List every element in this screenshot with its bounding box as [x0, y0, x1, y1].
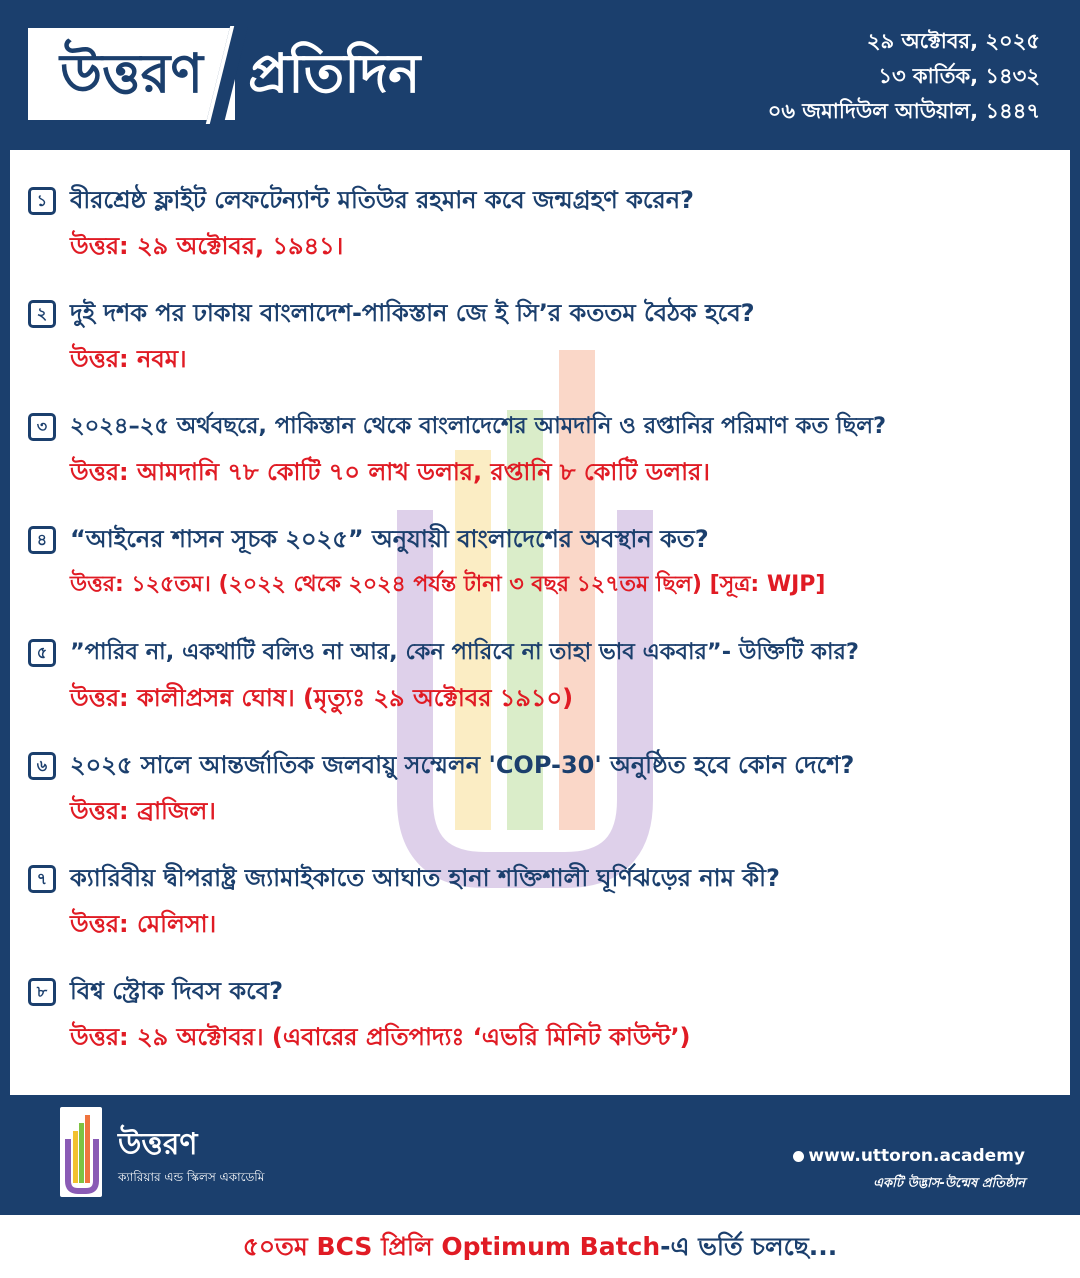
answer-text: উত্তর: ২৯ অক্টোবর, ১৯৪১। — [70, 232, 344, 260]
website-link[interactable]: www.uttoron.academy — [808, 1146, 1025, 1166]
question-text: “আইনের শাসন সূচক ২০২৫” অনুযায়ী বাংলাদেশের অবস্থান কত? — [70, 525, 709, 553]
question-text: দুই দশক পর ঢাকায় বাংলাদেশ-পাকিস্তান জে ই সি’র কততম বৈঠক হবে? — [70, 299, 755, 327]
header — [0, 0, 1080, 150]
question-number: ২ — [28, 300, 56, 328]
qa-panel — [10, 150, 1070, 1095]
answer-text: উত্তর: ব্রাজিল। — [70, 797, 216, 825]
answer-text: উত্তর: কালীপ্রসন্ন ঘোষ। (মৃত্যুঃ ২৯ অক্টোবর ১৯১০) — [70, 684, 574, 712]
date-hijri: ০৬ জমাদিউল আউয়াল, ১৪৪৭ — [767, 99, 1040, 123]
answer-text: উত্তর: ২৯ অক্টোবর। (এবারের প্রতিপাদ্যঃ ‘এভরি মিনিট কাউন্ট’) — [70, 1023, 691, 1051]
question-number: ৪ — [28, 526, 56, 554]
answer-text: উত্তর: নবম। — [70, 345, 187, 373]
promo-admission-text: -এ ভর্তি চলছে... — [660, 1232, 838, 1261]
answer-text: উত্তর: মেলিসা। — [70, 910, 217, 938]
globe-icon — [793, 1151, 804, 1162]
question-number: ৭ — [28, 865, 56, 893]
answer-text: উত্তর: ১২৫তম। (২০২২ থেকে ২০২৪ পর্যন্ত টানা ৩ বছর ১২৭তম ছিল) [সূত্র: WJP] — [70, 572, 826, 597]
website[interactable] — [793, 1143, 1025, 1169]
question-text: বীরশ্রেষ্ঠ ফ্লাইট লেফটেন্যান্ট মতিউর রহমান কবে জন্মগ্রহণ করেন? — [70, 186, 694, 214]
question-number: ৩ — [28, 413, 56, 441]
question-number: ৬ — [28, 752, 56, 780]
date-block — [768, 24, 1040, 129]
question-text: বিশ্ব স্ট্রোক দিবস কবে? — [70, 977, 284, 1005]
promo-banner[interactable] — [0, 1215, 1080, 1278]
question-text: ২০২৫ সালে আন্তর্জাতিক জলবায়ু সম্মেলন 'COP-30' অনুষ্ঠিত হবে কোন দেশে? — [70, 751, 855, 779]
brand-name-part2: প্রতিদিন — [248, 42, 421, 105]
brand-name-part1: উত্তরণ — [59, 42, 204, 105]
footer-logo-box — [60, 1107, 102, 1197]
question-number: ৫ — [28, 639, 56, 667]
answer-text: উত্তর: আমদানি ৭৮ কোটি ৭০ লাখ ডলার, রপ্তানি ৮ কোটি ডলার। — [70, 458, 710, 486]
question-number: ৮ — [28, 978, 56, 1006]
question-text: ”পারিব না, একথাটি বলিও না আর, কেন পারিবে না তাহা ভাব একবার”- উক্তিটি কার? — [70, 639, 859, 665]
question-text: ক্যারিবীয় দ্বীপরাষ্ট্র জ্যামাইকাতে আঘাত হানা শক্তিশালী ঘূর্ণিঝড়ের নাম কী? — [70, 864, 780, 892]
uttoron-logo-icon — [60, 1107, 102, 1197]
date-bengali: ১৩ কার্তিক, ১৪৩২ — [878, 64, 1040, 88]
footer-brand-name: উত্তরণ — [118, 1127, 198, 1162]
question-text: ২০২৪–২৫ অর্থবছরে, পাকিস্তান থেকে বাংলাদেশের আমদানি ও রপ্তানির পরিমাণ কত ছিল? — [70, 413, 887, 439]
footer-brand-tagline: ক্যারিয়ার এন্ড স্কিলস একাডেমি — [118, 1170, 265, 1184]
footer — [0, 1095, 1080, 1215]
promo-text[interactable] — [243, 1229, 838, 1265]
brand-logo-box — [28, 28, 235, 120]
question-number: ১ — [28, 187, 56, 215]
footer-slogan: একটি উদ্ভাস-উন্মেষ প্রতিষ্ঠান — [873, 1176, 1025, 1191]
promo-batch-name: ৫০তম BCS প্রিলি Optimum Batch — [242, 1232, 661, 1261]
date-gregorian: ২৯ অক্টোবর, ২০২৫ — [866, 29, 1040, 53]
